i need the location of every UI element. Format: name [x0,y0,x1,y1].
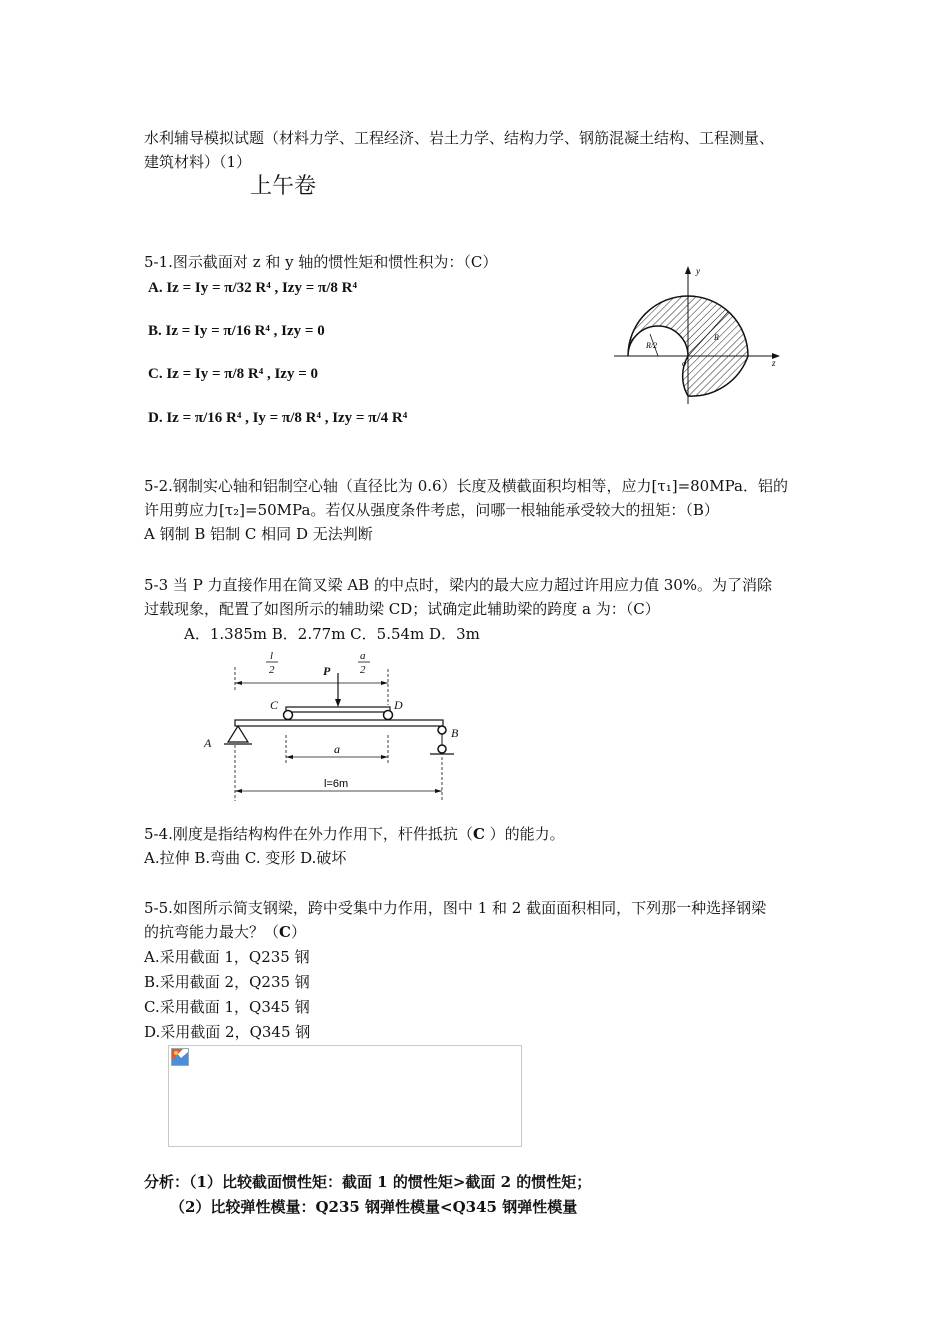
q4-stem-before: 5-4.刚度是指结构构件在外力作用下，杆件抵抗（ [144,825,473,843]
analysis-line2: （2）比较弹性模量：Q235 钢弹性模量<Q345 钢弹性模量 [170,1198,578,1216]
dim-a-den: 2 [360,664,366,676]
label-C: C [270,698,279,712]
label-r: R [714,333,719,342]
dim-a-label: a [334,742,340,756]
q3-options: A．1.385m B．2.77m C．5.54m D．3m [184,625,480,643]
label-A: A [204,736,212,750]
label-D: D [394,698,403,712]
analysis-line1: 分析：（1）比较截面惯性矩：截面 1 的惯性矩>截面 2 的惯性矩； [144,1173,592,1191]
broken-image-placeholder [168,1045,522,1147]
dim-l-num: l [270,650,274,662]
dim-a-num: a [360,650,366,662]
q2-line2: 许用剪应力[τ₂]=50MPa。若仅从强度条件考虑，问哪一根轴能承受较大的扭矩：（B） [144,501,719,519]
q5-line2-after: ） [290,923,306,941]
q2-line1: 5-2.钢制实心轴和铝制空心轴（直径比为 0.6）长度及横截面积均相等，应力[τ₁]=80MPa．铝的 [144,477,788,495]
broken-image-icon [171,1048,189,1066]
label-r-half: R/2 [646,341,658,350]
q2-options: A 钢制 B 铝制 C 相同 D 无法判断 [144,525,373,543]
q1-option-b: B. Iz = Iy = π/16 R⁴ , Izy = 0 [148,323,325,339]
q3-line1: 5-3 当 P 力直接作用在简叉梁 AB 的中点时，梁内的最大应力超过许用应力值 30%。为了消除 [144,576,773,594]
doc-title-line1: 水利辅导模拟试题（材料力学、工程经济、岩土力学、结构力学、钢筋混凝土结构、工程测量、 [144,129,775,147]
label-origin: o [682,359,686,368]
q4-stem-after: ）的能力。 [484,825,565,843]
label-z: z [772,358,776,368]
q1-option-c: C. Iz = Iy = π/8 R⁴ , Izy = 0 [148,366,319,382]
q5-answer: C [279,923,291,941]
q1-section-figure [610,262,790,407]
pin-support-a [228,726,248,742]
doc-title-line2: 建筑材料）（1） [144,153,252,171]
q4-stem [144,822,565,846]
q1-stem: 5-1.图示截面对 z 和 y 轴的惯性矩和惯性积为：（C） [144,253,498,271]
session-title: 上午卷 [250,174,317,199]
q1-option-d: D. Iz = π/16 R⁴ , Iy = π/8 R⁴ , Izy = π/4 R⁴ [148,410,408,426]
q5-option-b: B.采用截面 2，Q235 钢 [144,973,310,991]
q4-options: A.拉伸 B.弯曲 C. 变形 D.破坏 [144,849,347,867]
dim-l-den: 2 [269,664,275,676]
q5-option-a: A.采用截面 1，Q235 钢 [144,948,310,966]
load-label: P [323,664,331,678]
aux-beam-cd [286,707,390,712]
q5-line2-before: 的抗弯能力最大？（ [144,923,280,941]
q5-option-d: D.采用截面 2，Q345 钢 [144,1023,311,1041]
q1-option-a: A. Iz = Iy = π/32 R⁴ , Izy = π/8 R⁴ [148,280,357,296]
q5-option-c: C.采用截面 1，Q345 钢 [144,998,310,1016]
q4-answer: C [472,825,485,843]
q5-line1: 5-5.如图所示简支钢梁，跨中受集中力作用，图中 1 和 2 截面面积相同，下列那一种选择钢梁 [144,899,767,917]
q3-line2: 过载现象，配置了如图所示的辅助梁 CD；试确定此辅助梁的跨度 a 为：（C） [144,600,660,618]
label-y: y [696,266,700,276]
main-beam-ab [235,720,443,726]
q5-line2 [144,920,306,944]
dim-span-label: l=6m [324,778,349,790]
q3-beam-figure [200,645,470,805]
label-B: B [451,726,459,740]
